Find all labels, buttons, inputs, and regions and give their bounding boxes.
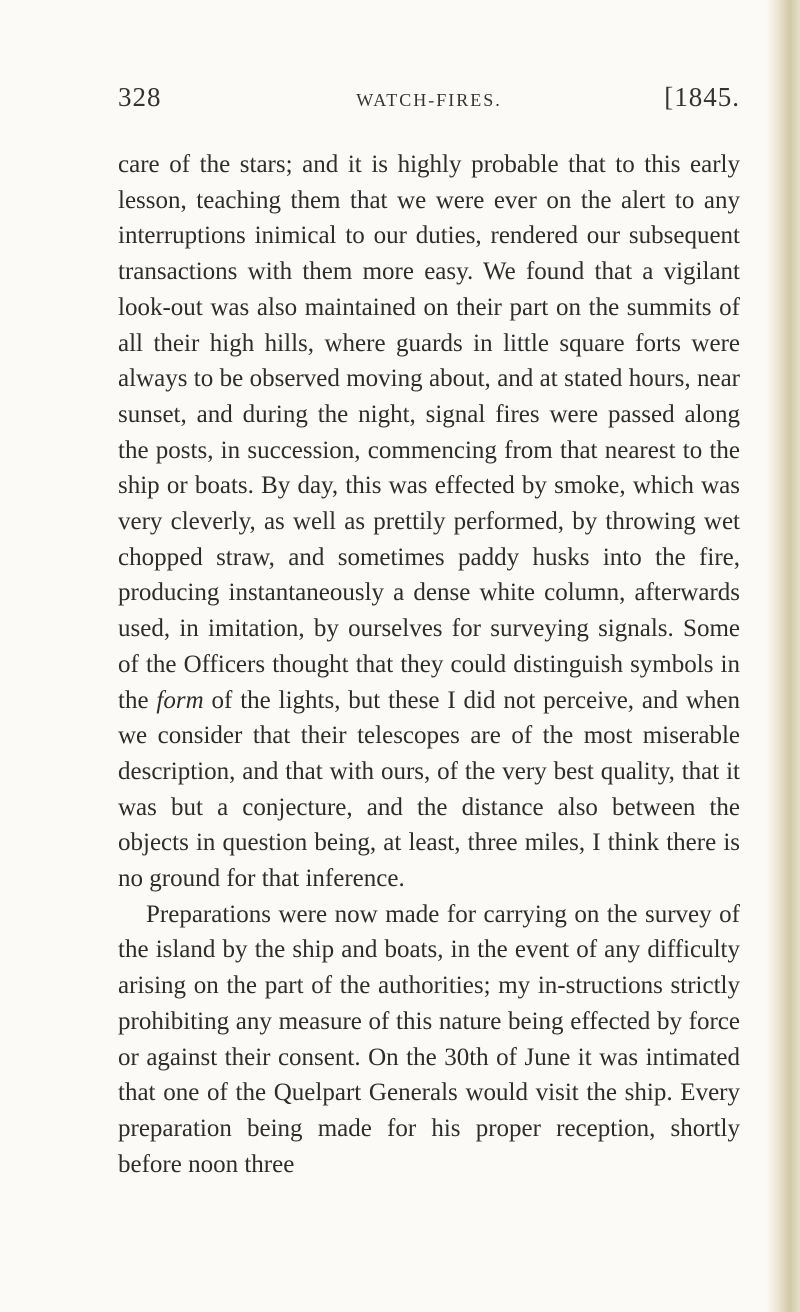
body-text bbox=[118, 147, 740, 1182]
paragraph-2: Preparations were now made for carrying on the survey of the island by the ship and boats, in the event of any difficulty arising on the part of the authorities; my in-structions strictly prohibiting any measure of this nature being effected by force or against their consent. On the 30th of June it was intimated that one of the Quelpart Generals would visit the ship. Every preparation being made for his proper reception, shortly before noon three bbox=[118, 900, 740, 1178]
emphasis-word: form bbox=[156, 686, 204, 714]
paragraph-1-text-b: of the lights, but these I did not perceive, and when we consider that their telescopes are of the most miserable description, and that with ours, of the very best quality, that it was but a conjecture, and the distance also between the objects in question being, at least, three miles, I think there is no ground for that inference. bbox=[118, 686, 741, 893]
paragraph-1-text-a: care of the stars; and it is highly probable that to this early lesson, teaching them that we were ever on the alert to any interruptions inimical to our duties, rendered our subsequent transactions with them more easy. We found that a vigilant look-out was also maintained on their part on the summits of all their high hills, where guards in little square forts were always to be observed moving about, and at stated hours, near sunset, and during the night, signal fires were passed along the posts, in succession, commencing from that nearest to the ship or boats. By day, this was effected by smoke, which was very cleverly, as well as prettily performed, by throwing wet chopped straw, and sometimes paddy husks into the fire, producing instantaneously a dense white column, afterwards used, in imitation, by ourselves for surveying signals. Some of the Officers thought that they could distinguish symbols in the bbox=[118, 151, 740, 714]
page-edge-shadow bbox=[766, 0, 800, 1312]
running-title: WATCH-FIRES. bbox=[356, 90, 502, 110]
page-number: 328 bbox=[118, 82, 162, 112]
running-header bbox=[118, 82, 740, 122]
running-year: [1845. bbox=[664, 82, 740, 112]
paragraph-1 bbox=[118, 147, 740, 897]
